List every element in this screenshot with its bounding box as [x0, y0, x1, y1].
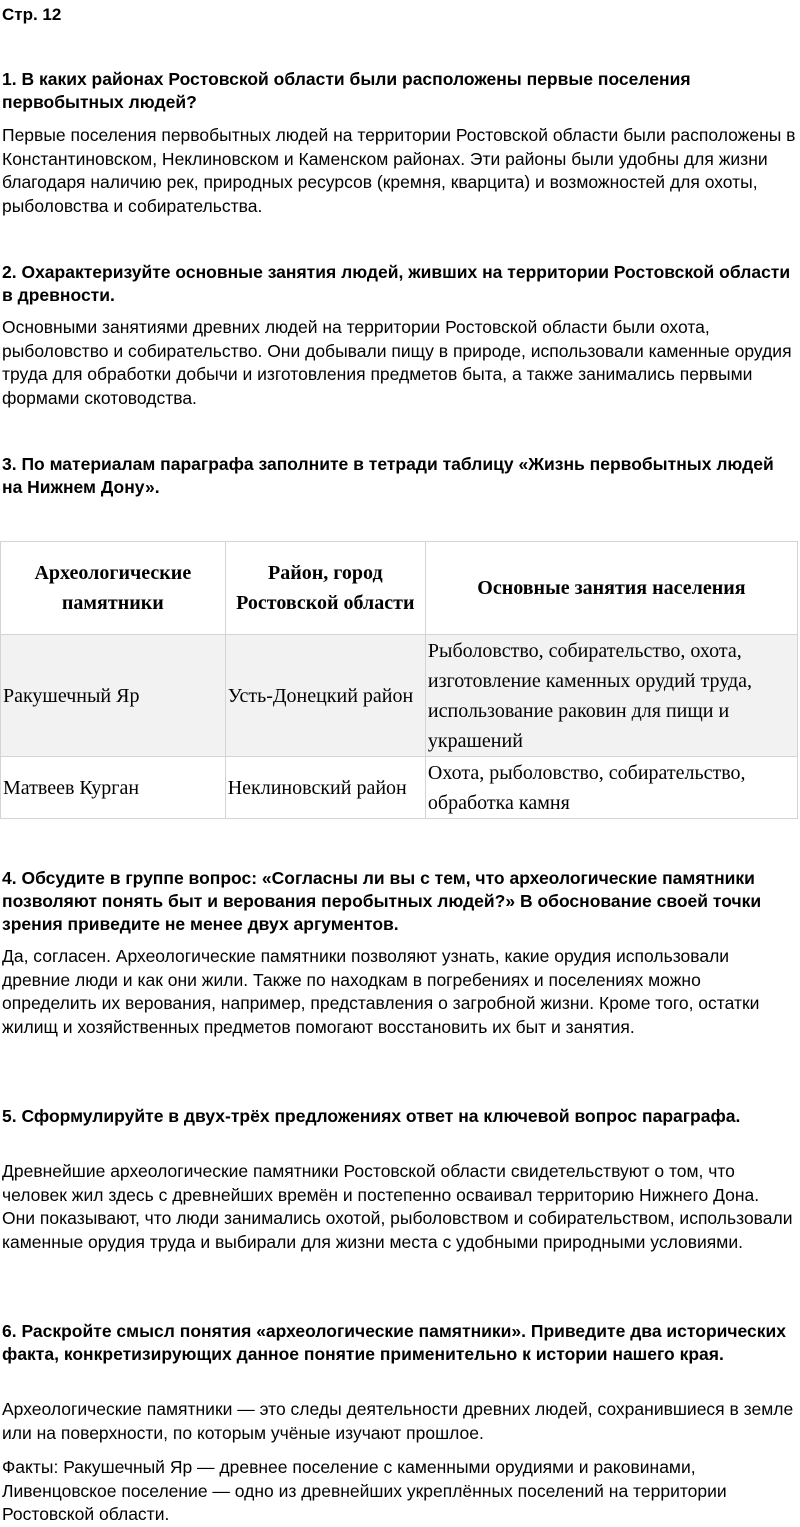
answer-4: Да, согласен. Археологические памятники позволяют узнать, какие орудия использовали древние люди и как они жили. Также по находкам в погребениях и поселениях можно определить их верования, например, представления о загробной жизни. Кроме того, остатки жилищ и хозяйственных предметов помогают восстановить их быт и занятия. [2, 946, 760, 1037]
question-1: 1. В каких районах Ростовской области были расположены первые поселения первобытных людей? [2, 69, 691, 112]
table-cell-occupations: Охота, рыболовство, собирательство, обработка камня [425, 757, 797, 819]
table-cell-district: Неклиновский район [225, 757, 425, 819]
answer-6: Археологические памятники — это следы деятельности древних людей, сохранившиеся в земле или на поверхности, по которым учёные изучают прошлое. [2, 1399, 794, 1443]
table-header-row [1, 542, 798, 635]
question-4: 4. Обсудите в группе вопрос: «Согласны ли вы с тем, что археологические памятники позволяют понять быт и верования перобытных людей?» В обоснование своей точки зрения приведите не менее двух аргументов. [2, 868, 762, 934]
question-5: 5. Сформулируйте в двух-трёх предложениях ответ на ключевой вопрос параграфа. [2, 1106, 741, 1126]
table-header-monuments: Археологические памятники [1, 542, 226, 635]
table-cell-occupations: Рыболовство, собирательство, охота, изготовление каменных орудий труда, использование раковин для пищи и украшений [425, 635, 797, 757]
answer-1: Первые поселения первобытных людей на территории Ростовской области были расположены в Константиновском, Неклиновском и Каменском районах. Эти районы были удобны для жизни благодаря наличию рек, природных ресурсов (кремня, кварцита) и возможностей для охоты, рыболовства и собирательства. [2, 125, 796, 216]
question-3: 3. По материалам параграфа заполните в тетради таблицу «Жизнь первобытных людей на Нижнем Дону». [2, 454, 774, 497]
table-cell-district: Усть-Донецкий район [225, 635, 425, 757]
table-row [1, 757, 798, 819]
answer-5: Древнейшие археологические памятники Ростовской области свидетельствуют о том, что человек жил здесь с древнейших времён и постепенно осваивал территорию Нижнего Дона. Они показывают, что люди занимались охотой, рыболовством и собирательством, использовали каменные орудия труда и выбирали для жизни места с удобными природными условиями. [2, 1161, 793, 1252]
question-6: 6. Раскройте смысл понятия «археологические памятники». Приведите два исторических факта, конкретизирующих данное понятие применительно к истории нашего края. [2, 1321, 787, 1364]
question-2: 2. Охарактеризуйте основные занятия людей, живших на территории Ростовской области в древности. [2, 262, 791, 305]
page-label: Стр. 12 [2, 5, 62, 24]
table-cell-monument: Матвеев Курган [1, 757, 226, 819]
table-life-of-primitive-people [0, 541, 798, 819]
table-cell-monument: Ракушечный Яр [1, 635, 226, 757]
table-header-district: Район, город Ростовской области [225, 542, 425, 635]
answer-2: Основными занятиями древних людей на территории Ростовской области были охота, рыболовство и собирательство. Они добывали пищу в природе, использовали каменные орудия труда для обработки добычи и изготовления предметов быта, а также занимались первыми формами скотоводства. [2, 317, 792, 408]
answer-6-facts: Факты: Ракушечный Яр — древнее поселение с каменными орудиями и раковинами, Ливенцовское поселение — одно из древнейших укреплённых поселений на территории Ростовской области. [2, 1457, 727, 1524]
table-header-occupations: Основные занятия населения [425, 542, 797, 635]
table-row [1, 635, 798, 757]
